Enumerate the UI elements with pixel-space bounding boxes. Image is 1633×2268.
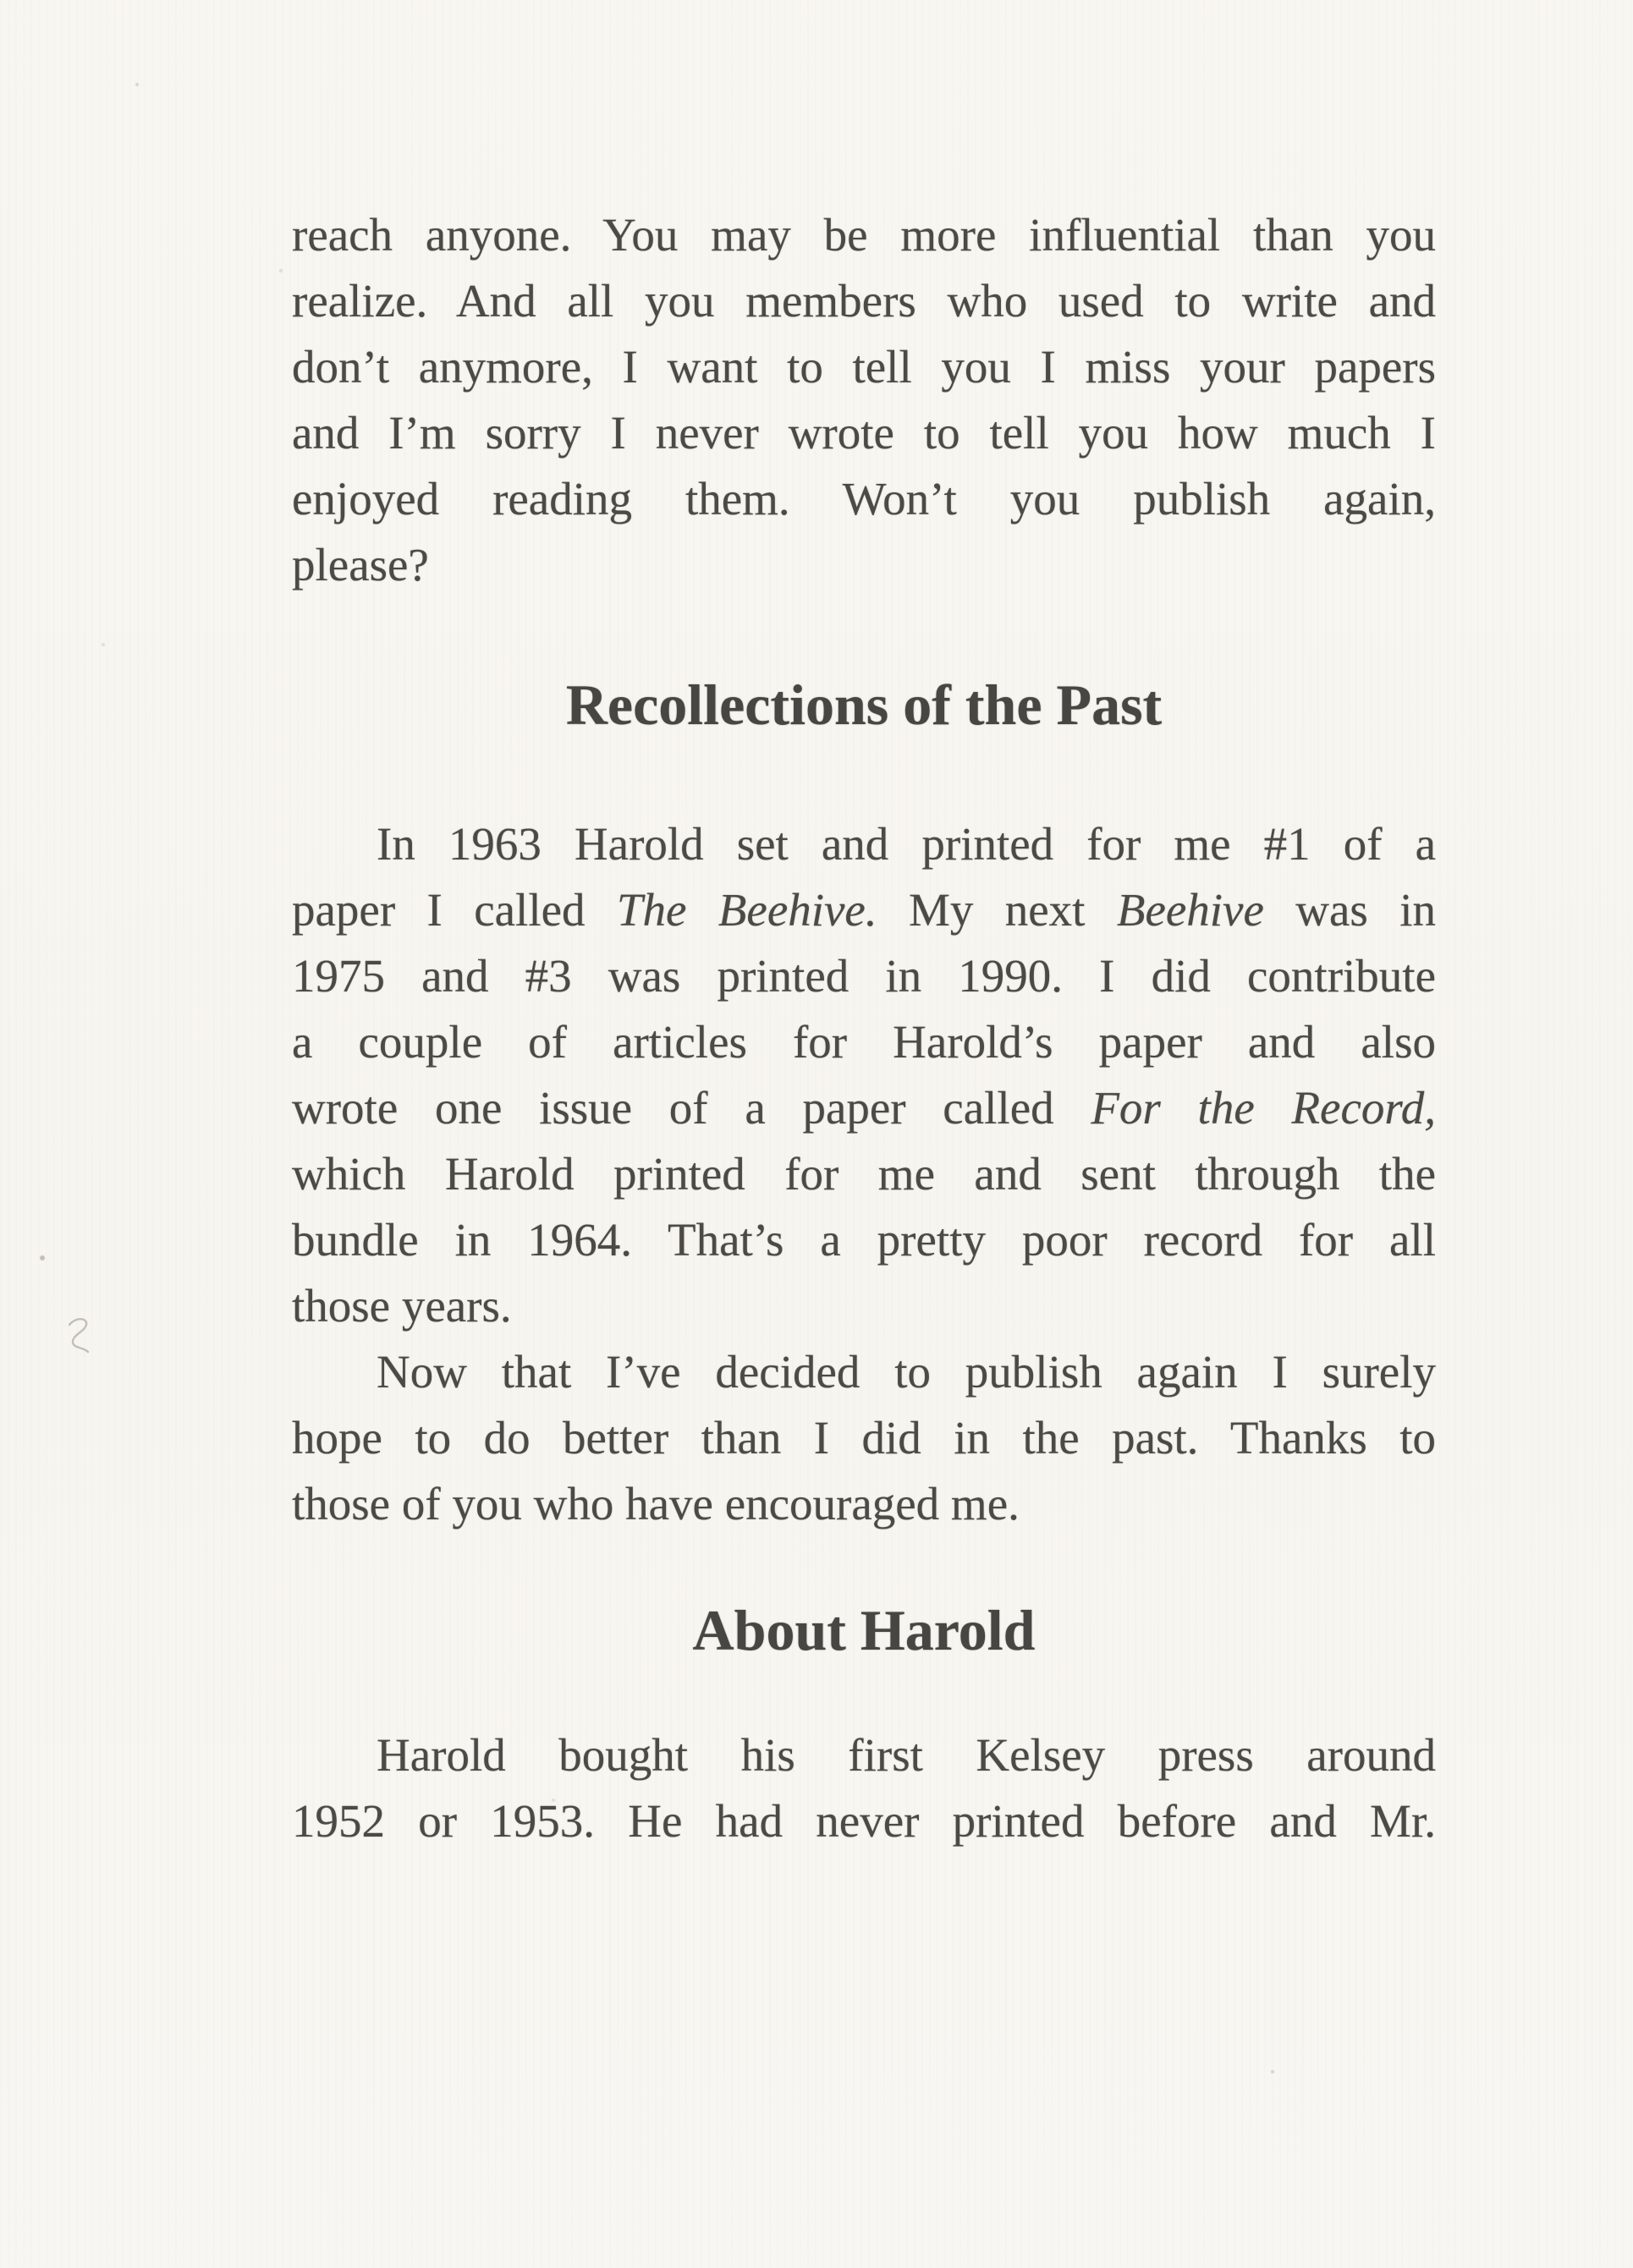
line-text: In 1963 Harold set and printed for me #1 of a — [377, 818, 1436, 870]
text-line — [292, 811, 1436, 877]
line-text: those of you who have encouraged me. — [292, 1478, 1020, 1529]
line-text: enjoyed reading them. Won’t you publish again, — [292, 473, 1436, 524]
text-line — [292, 532, 1436, 598]
line-text: paper I called — [292, 884, 617, 936]
line-text: don’t anymore, I want to tell you I miss your papers — [292, 341, 1436, 393]
text-line — [292, 268, 1436, 334]
line-text: and I’m sorry I never wrote to tell you how much I — [292, 407, 1436, 459]
line-text: which Harold printed for me and sent through the — [292, 1148, 1436, 1200]
line-text: 1952 or 1953. He had never printed before and Mr. — [292, 1795, 1436, 1847]
text-line — [292, 1471, 1436, 1537]
line-text: wrote one issue of a paper called — [292, 1082, 1091, 1134]
text-line — [292, 1339, 1436, 1405]
line-text: My next — [877, 884, 1117, 936]
italic-paper-title: The Beehive. — [616, 884, 877, 936]
text-line — [292, 202, 1436, 268]
text-line — [292, 400, 1436, 466]
line-text: 1975 and #3 was printed in 1990. I did contribute — [292, 950, 1436, 1002]
paragraph-about-harold — [292, 1722, 1436, 1854]
text-column — [292, 0, 1436, 1854]
heading-recollections-of-the-past: Recollections of the Past — [565, 673, 1163, 737]
text-line — [292, 877, 1436, 943]
line-text: reach anyone. You may be more influential than you — [292, 209, 1436, 261]
line-text: please? — [292, 539, 429, 590]
line-text: those years. — [292, 1280, 512, 1332]
italic-paper-title: For the Record, — [1091, 1082, 1436, 1134]
italic-paper-title: Beehive — [1116, 884, 1264, 936]
paper-specks — [0, 0, 3, 3]
text-line — [292, 943, 1436, 1009]
line-text: a couple of articles for Harold’s paper and also — [292, 1016, 1436, 1068]
text-line — [292, 334, 1436, 400]
heading-about-harold: About Harold — [692, 1598, 1036, 1662]
pencil-squiggle-mark — [58, 1313, 105, 1367]
line-text: bundle in 1964. That’s a pretty poor record for all — [292, 1214, 1436, 1266]
text-line — [292, 1405, 1436, 1471]
line-text: Harold bought his first Kelsey press around — [377, 1729, 1436, 1781]
line-text: realize. And all you members who used to write and — [292, 275, 1436, 327]
text-line — [292, 1207, 1436, 1273]
text-line — [292, 1273, 1436, 1339]
text-line — [292, 1722, 1436, 1788]
paragraph-continuation — [292, 202, 1436, 598]
text-line — [292, 1075, 1436, 1141]
line-text: was in — [1263, 884, 1436, 936]
paragraph-publish-again — [292, 1339, 1436, 1537]
text-line — [292, 1141, 1436, 1207]
text-line — [292, 466, 1436, 532]
paragraph-recollections — [292, 811, 1436, 1339]
text-line — [292, 1788, 1436, 1854]
line-text: hope to do better than I did in the past. Thanks to — [292, 1412, 1436, 1463]
text-line — [292, 1009, 1436, 1075]
line-text: Now that I’ve decided to publish again I surely — [377, 1346, 1436, 1398]
